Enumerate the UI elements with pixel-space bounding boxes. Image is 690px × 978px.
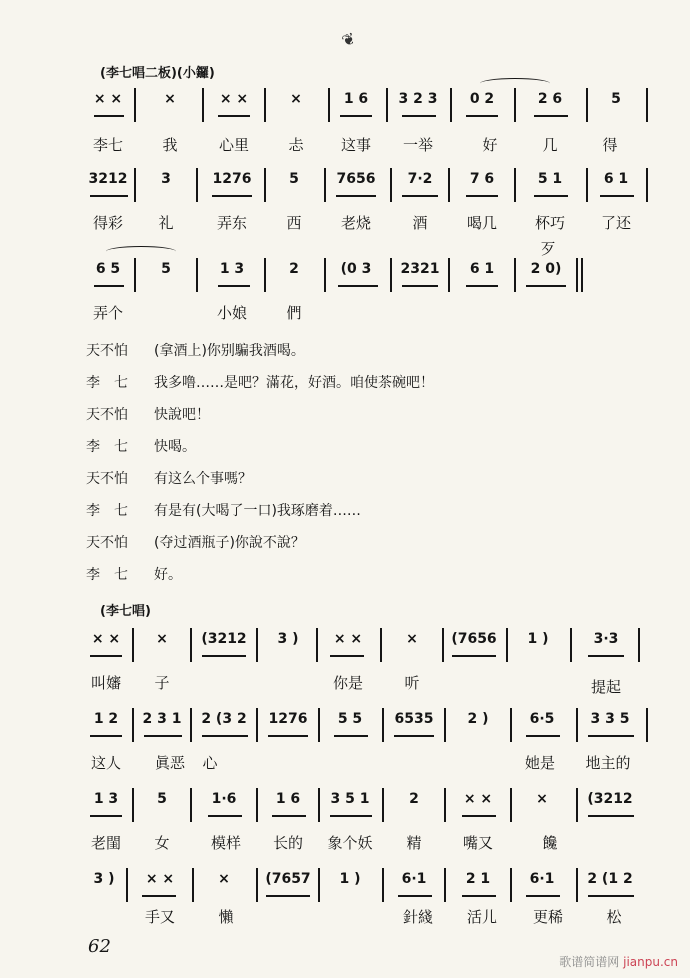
note-group: × xyxy=(536,791,548,807)
note-group: 2321 xyxy=(400,261,440,277)
beam-underline xyxy=(588,655,624,657)
bar-line xyxy=(256,868,258,902)
bar-line xyxy=(586,168,588,202)
lyric: 老烧 xyxy=(340,214,372,232)
bar-line xyxy=(324,168,326,202)
dialogue-line xyxy=(86,564,182,584)
bar-line xyxy=(570,628,572,662)
note-group: × xyxy=(406,631,418,647)
note-group: × × xyxy=(463,791,493,807)
bar-line xyxy=(318,708,320,742)
notation-line-2 xyxy=(86,166,646,206)
beam-underline xyxy=(94,115,124,117)
beam-underline xyxy=(600,195,634,197)
beam-underline xyxy=(266,895,310,897)
beam-underline xyxy=(336,195,376,197)
beam-underline xyxy=(534,195,568,197)
bar-line xyxy=(380,628,382,662)
speech: (夺过酒瓶子)你說不說？ xyxy=(154,535,305,551)
dialogue-line xyxy=(86,340,305,360)
note-group: (7656 xyxy=(451,631,497,647)
note-group: 5 5 xyxy=(337,711,363,727)
bar-line xyxy=(576,868,578,902)
note-group: 5 xyxy=(157,791,167,807)
bar-line xyxy=(318,868,320,902)
beam-underline xyxy=(588,895,634,897)
beam-underline xyxy=(402,115,436,117)
speaker: 天不怕 xyxy=(86,343,128,359)
lyric: 礼 xyxy=(158,214,174,232)
bar-line xyxy=(264,258,266,292)
section-heading-2: (李七唱) xyxy=(100,604,151,619)
note-group: 2 0) xyxy=(530,261,562,277)
note-group: 3 2 3 xyxy=(398,91,438,107)
lyric: 弄东 xyxy=(216,214,248,232)
lyric: 針綫 xyxy=(402,908,434,926)
note-group: × × xyxy=(219,91,249,107)
page-number: 62 xyxy=(88,936,111,957)
lyric: 心 xyxy=(202,754,218,772)
note-group: × xyxy=(218,871,230,887)
lyric: 这事 xyxy=(340,136,372,154)
bar-line xyxy=(316,628,318,662)
lyric: 西 xyxy=(286,214,302,232)
beam-underline xyxy=(398,895,432,897)
lyric: 我 xyxy=(162,136,178,154)
lyric-alternate: 歹 xyxy=(540,240,556,258)
note-group: 3212 xyxy=(88,171,128,187)
bar-line xyxy=(576,258,578,292)
speaker: 天不怕 xyxy=(86,535,128,551)
bar-line xyxy=(202,88,204,122)
beam-underline xyxy=(588,735,634,737)
bar-line xyxy=(382,708,384,742)
bar-line xyxy=(132,708,134,742)
speaker: 天不怕 xyxy=(86,471,128,487)
note-group: 2 xyxy=(409,791,419,807)
note-group: × xyxy=(164,91,176,107)
note-group: 5 xyxy=(289,171,299,187)
bar-line xyxy=(450,88,452,122)
note-group: × × xyxy=(93,91,123,107)
lyric: 弄个 xyxy=(92,304,124,322)
note-group: 6·1 xyxy=(529,871,555,887)
speech: (拿酒上)你别騙我酒喝。 xyxy=(154,343,305,359)
beam-underline xyxy=(452,655,496,657)
notation-line-3 xyxy=(86,256,586,296)
slur-arc xyxy=(106,246,176,257)
lyric: 她是 xyxy=(524,754,556,772)
note-group: 3 xyxy=(161,171,171,187)
watermark[interactable] xyxy=(559,953,678,970)
bar-line xyxy=(386,88,388,122)
beam-underline xyxy=(588,815,634,817)
note-group: 2 ) xyxy=(467,711,489,727)
bar-line xyxy=(196,258,198,292)
lyric: 松 xyxy=(606,908,622,926)
lyric: 饞 xyxy=(542,834,558,852)
lyric: 眞恶 xyxy=(154,754,186,772)
bar-line xyxy=(514,168,516,202)
lyric: 子 xyxy=(154,674,170,692)
bar-line xyxy=(324,258,326,292)
lyric: 更稀 xyxy=(532,908,564,926)
bar-line xyxy=(382,788,384,822)
speech: 快喝。 xyxy=(154,439,196,455)
speech: 好。 xyxy=(154,567,182,583)
beam-underline xyxy=(202,655,246,657)
bar-line xyxy=(190,788,192,822)
note-group: (3212 xyxy=(587,791,633,807)
lyric: 酒 xyxy=(412,214,428,232)
note-group: 2 3 1 xyxy=(142,711,182,727)
note-group: 1 6 xyxy=(275,791,301,807)
beam-underline xyxy=(94,285,124,287)
beam-underline xyxy=(218,115,250,117)
beam-underline xyxy=(90,735,122,737)
lyric: 听 xyxy=(404,674,420,692)
beam-underline xyxy=(212,195,252,197)
slur-arc xyxy=(480,78,550,89)
lyric: 活儿 xyxy=(466,908,498,926)
speaker: 李 七 xyxy=(86,503,128,519)
beam-underline xyxy=(330,815,372,817)
lyric: 一举 xyxy=(402,136,434,154)
note-group: 2 (3 2 xyxy=(201,711,247,727)
dialogue-line xyxy=(86,532,305,552)
bar-line xyxy=(444,868,446,902)
note-group: 6·1 xyxy=(401,871,427,887)
watermark-text: 歌谱简谱网 xyxy=(559,955,620,969)
bar-line xyxy=(510,868,512,902)
note-group: 6 1 xyxy=(469,261,495,277)
note-group: 1 6 xyxy=(343,91,369,107)
note-group: 0 2 xyxy=(469,91,495,107)
bar-line xyxy=(264,168,266,202)
lyric: 这人 xyxy=(90,754,122,772)
lyric: 地主的 xyxy=(585,754,631,772)
bar-line xyxy=(382,868,384,902)
note-group: 1 3 xyxy=(93,791,119,807)
notation-line-7 xyxy=(86,866,646,906)
note-group: × × xyxy=(333,631,363,647)
speaker: 李 七 xyxy=(86,375,128,391)
speech: 快說吧！ xyxy=(154,407,210,423)
note-group: 2 (1 2 xyxy=(587,871,633,887)
bar-line xyxy=(442,628,444,662)
bar-line xyxy=(328,88,330,122)
bar-line xyxy=(134,88,136,122)
note-group: 3 5 1 xyxy=(330,791,370,807)
beam-underline xyxy=(534,115,568,117)
lyric: 們 xyxy=(286,304,302,322)
lyric: 杯巧 xyxy=(534,214,566,232)
bar-line xyxy=(318,788,320,822)
lyric: 叫嬸 xyxy=(90,674,122,692)
note-group: 2 6 xyxy=(537,91,563,107)
note-group: 1276 xyxy=(268,711,308,727)
bar-line xyxy=(514,258,516,292)
note-group: 1 ) xyxy=(527,631,549,647)
speech: 有是有(大喝了一口)我琢磨着…… xyxy=(154,503,361,519)
lyric: 了还 xyxy=(600,214,632,232)
note-group: (7657 xyxy=(265,871,311,887)
beam-underline xyxy=(526,895,560,897)
beam-underline xyxy=(466,195,498,197)
note-group: 7656 xyxy=(336,171,376,187)
bar-line xyxy=(256,628,258,662)
note-group: 7 6 xyxy=(469,171,495,187)
beam-underline xyxy=(90,655,122,657)
bar-line xyxy=(448,168,450,202)
note-group: 2 1 xyxy=(465,871,491,887)
note-group: 6·5 xyxy=(529,711,555,727)
lyric: 老閨 xyxy=(90,834,122,852)
speaker: 李 七 xyxy=(86,439,128,455)
note-group: (0 3 xyxy=(340,261,372,277)
lyric: 李七 xyxy=(92,136,124,154)
note-group: 1 ) xyxy=(339,871,361,887)
note-group: 3 3 5 xyxy=(590,711,630,727)
note-group: 1 2 xyxy=(93,711,119,727)
beam-underline xyxy=(340,115,372,117)
notation-line-1 xyxy=(86,86,646,126)
beam-underline xyxy=(90,195,128,197)
notation-line-6 xyxy=(86,786,646,826)
beam-underline xyxy=(526,735,560,737)
beam-underline xyxy=(402,285,438,287)
note-group: 3 ) xyxy=(277,631,299,647)
bar-line xyxy=(444,708,446,742)
beam-underline xyxy=(202,735,248,737)
beam-underline xyxy=(142,895,176,897)
beam-underline xyxy=(218,285,250,287)
note-group: 5 xyxy=(161,261,171,277)
beam-underline xyxy=(90,815,122,817)
speech: 有这么个事嗎？ xyxy=(154,471,252,487)
note-group: 3·3 xyxy=(593,631,619,647)
dialogue-line xyxy=(86,404,210,424)
bar-line xyxy=(264,88,266,122)
beam-underline xyxy=(330,655,364,657)
lyric: 忐 xyxy=(288,136,304,154)
section-heading-1: (李七唱二板)(小鑼) xyxy=(100,66,215,81)
beam-underline xyxy=(208,815,242,817)
bar-line xyxy=(514,88,516,122)
lyric: 几 xyxy=(542,136,558,154)
bar-line xyxy=(132,788,134,822)
lyric: 精 xyxy=(406,834,422,852)
notation-line-4 xyxy=(86,626,646,666)
speaker: 李 七 xyxy=(86,567,128,583)
bar-line xyxy=(192,868,194,902)
lyric: 象个妖 xyxy=(327,834,373,852)
note-group: 5 1 xyxy=(537,171,563,187)
bar-line xyxy=(646,88,648,122)
beam-underline xyxy=(466,115,498,117)
lyric: 模样 xyxy=(210,834,242,852)
note-group: 7·2 xyxy=(407,171,433,187)
bar-line xyxy=(444,788,446,822)
dialogue-line xyxy=(86,500,361,520)
notation-line-5 xyxy=(86,706,646,746)
note-group: 6535 xyxy=(394,711,434,727)
note-group: 1 3 xyxy=(219,261,245,277)
dialogue-line xyxy=(86,468,252,488)
bar-line xyxy=(256,708,258,742)
lyric: 小娘 xyxy=(216,304,248,322)
lyric: 手又 xyxy=(144,908,176,926)
bar-line xyxy=(576,708,578,742)
beam-underline xyxy=(402,195,438,197)
bar-line xyxy=(586,88,588,122)
beam-underline xyxy=(272,815,306,817)
beam-underline xyxy=(268,735,308,737)
lyric: 心里 xyxy=(218,136,250,154)
note-group: 5 xyxy=(611,91,621,107)
lyric: 嘴又 xyxy=(462,834,494,852)
beam-underline xyxy=(526,285,566,287)
bar-line xyxy=(646,168,648,202)
note-group: × × xyxy=(91,631,121,647)
ink-blot-decoration: ❦ xyxy=(339,28,359,51)
lyric: 提起 xyxy=(590,678,622,696)
lyric: 好 xyxy=(482,136,498,154)
note-group: 6 5 xyxy=(95,261,121,277)
beam-underline xyxy=(462,815,496,817)
beam-underline xyxy=(462,895,496,897)
beam-underline xyxy=(334,735,368,737)
lyric: 长的 xyxy=(272,834,304,852)
bar-line xyxy=(132,628,134,662)
bar-line xyxy=(510,708,512,742)
watermark-url[interactable]: jianpu.cn xyxy=(623,955,678,969)
bar-line xyxy=(576,788,578,822)
note-group: (3212 xyxy=(201,631,247,647)
note-group: 3 ) xyxy=(93,871,115,887)
bar-line xyxy=(196,168,198,202)
note-group: × xyxy=(290,91,302,107)
bar-line xyxy=(134,258,136,292)
bar-line xyxy=(190,628,192,662)
lyric: 得彩 xyxy=(92,214,124,232)
bar-line xyxy=(134,168,136,202)
dialogue-line xyxy=(86,372,434,392)
lyric: 喝几 xyxy=(466,214,498,232)
speaker: 天不怕 xyxy=(86,407,128,423)
bar-line xyxy=(390,258,392,292)
bar-line xyxy=(581,258,583,292)
dialogue-line xyxy=(86,436,196,456)
lyric: 得 xyxy=(602,136,618,154)
bar-line xyxy=(126,868,128,902)
bar-line xyxy=(390,168,392,202)
bar-line xyxy=(638,628,640,662)
bar-line xyxy=(448,258,450,292)
note-group: 2 xyxy=(289,261,299,277)
beam-underline xyxy=(144,735,182,737)
lyric: 女 xyxy=(154,834,170,852)
lyric: 你是 xyxy=(332,674,364,692)
note-group: × xyxy=(156,631,168,647)
bar-line xyxy=(510,788,512,822)
bar-line xyxy=(256,788,258,822)
speech: 我多噜……是吧？滿花，好酒。咱使茶碗吧！ xyxy=(154,375,434,391)
beam-underline xyxy=(338,285,378,287)
bar-line xyxy=(646,708,648,742)
lyric: 懶 xyxy=(218,908,234,926)
bar-line xyxy=(190,708,192,742)
note-group: 1276 xyxy=(212,171,252,187)
beam-underline xyxy=(394,735,434,737)
note-group: × × xyxy=(145,871,175,887)
note-group: 1·6 xyxy=(211,791,237,807)
note-group: 6 1 xyxy=(603,171,629,187)
beam-underline xyxy=(466,285,498,287)
bar-line xyxy=(506,628,508,662)
